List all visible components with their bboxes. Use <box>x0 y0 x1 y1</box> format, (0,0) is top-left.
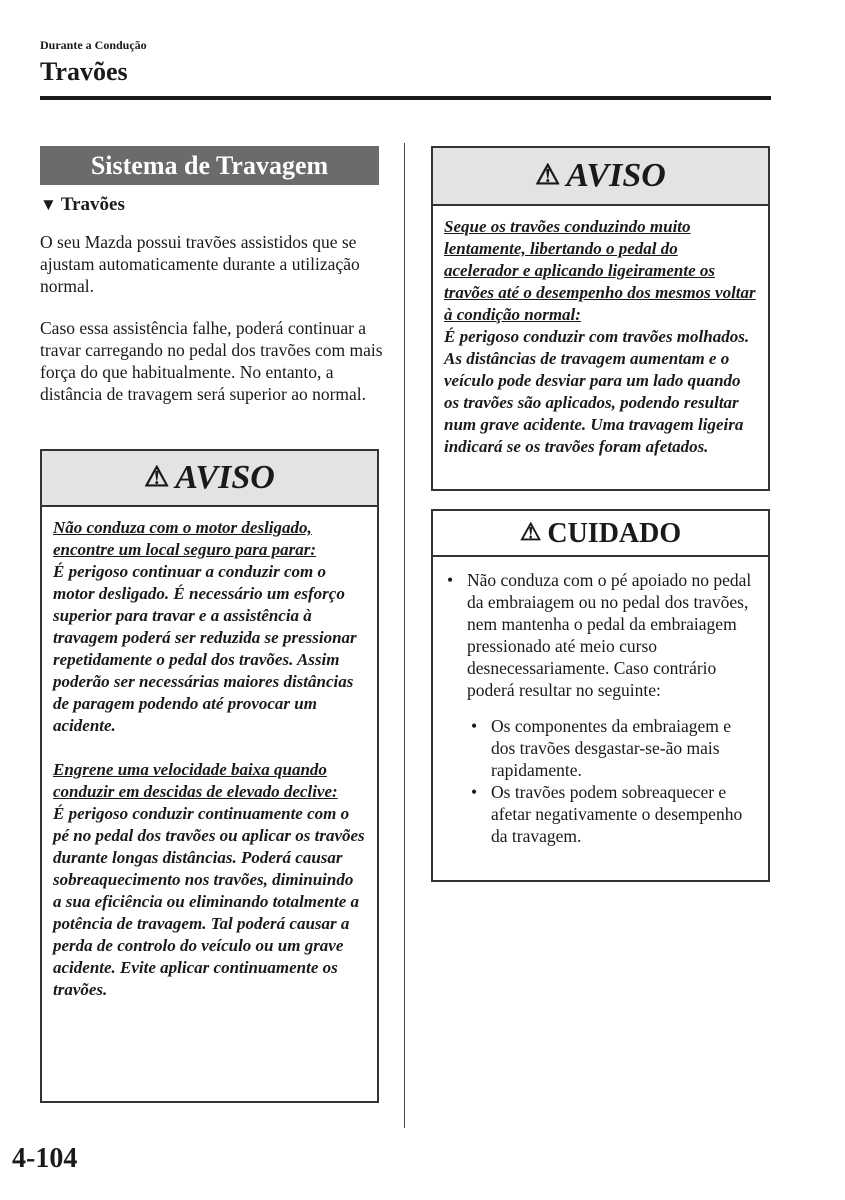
list-item <box>443 569 754 701</box>
warning-text: É perigoso continuar a conduzir com o motor desligado. É necessário um esforço superior para travar e a assistência à travagem poderá ser reduzida se pressionar repetidamente o pedal dos travões. Assim poderão ser necessárias maiores distâncias de paragem podendo até provocar um acidente. <box>53 562 357 735</box>
warning-heading: Seque os travões conduzindo muito lentamente, libertando o pedal do acelerador e aplicando ligeiramente os travões até o desempenho dos mesmos voltar à condição normal: <box>444 217 756 324</box>
caution-subitem: Os travões podem sobreaquecer e afetar negativamente o desempenho da travagem. <box>491 782 743 846</box>
column-divider <box>404 143 405 1128</box>
warning-header <box>433 148 768 206</box>
paragraph: O seu Mazda possui travões assistidos que se ajustam automaticamente durante a utilização normal. <box>40 232 360 296</box>
warning-triangle-icon: ⚠ <box>519 520 542 546</box>
triangle-down-icon: ▼ <box>40 195 57 214</box>
warning-body <box>433 206 768 458</box>
caution-body <box>433 557 768 847</box>
bullet-icon: • <box>447 570 454 590</box>
caution-title: CUIDADO <box>547 518 682 549</box>
warning-box-left <box>40 449 379 1103</box>
list-item <box>467 781 754 847</box>
bullet-icon: • <box>471 716 478 736</box>
title-rule <box>40 96 771 100</box>
caution-subitem: Os componentes da embraiagem e dos travões desgastar-se-ão mais rapidamente. <box>491 716 732 780</box>
caution-text: Não conduza com o pé apoiado no pedal da embraiagem ou no pedal dos travões, nem mantenha o pedal da embraiagem pressionado até meio curso desnecessariamente. Caso contrário poderá resultar no seguinte: <box>467 570 752 700</box>
warning-text: É perigoso conduzir com travões molhados. As distâncias de travagem aumentam e o veículo pode desviar para um lado quando os travões são aplicados, podendo resultar num grave acidente. Uma travagem ligeira indicará se os travões foram afetados. <box>444 327 750 456</box>
subheading <box>40 194 125 216</box>
warning-header <box>42 451 377 507</box>
bullet-icon: • <box>471 782 478 802</box>
paragraph: Caso essa assistência falhe, poderá continuar a travar carregando no pedal dos travões com mais força do que habitualmente. No entanto, a distância de travagem será superior ao normal. <box>40 318 383 404</box>
warning-heading: Não conduza com o motor desligado, encontre um local seguro para parar: <box>53 518 317 559</box>
caution-box <box>431 509 770 882</box>
list-item <box>467 715 754 781</box>
page-number: 4-104 <box>12 1143 78 1174</box>
warning-triangle-icon: ⚠ <box>535 160 561 191</box>
warning-title: AVISO <box>566 157 666 194</box>
warning-body <box>42 507 377 1001</box>
page-title: Travões <box>40 57 128 86</box>
warning-box-right <box>431 146 770 491</box>
caution-header <box>433 511 768 557</box>
breadcrumb: Durante a Condução <box>40 38 147 52</box>
subheading-label: Travões <box>60 194 125 215</box>
section-title: Sistema de Travagem <box>40 146 379 185</box>
warning-heading: Engrene uma velocidade baixa quando conduzir em descidas de elevado declive: <box>53 760 338 801</box>
warning-triangle-icon: ⚠ <box>144 462 170 493</box>
sub-list <box>443 715 754 847</box>
warning-text: É perigoso conduzir continuamente com o pé no pedal dos travões ou aplicar os travões durante longas distâncias. Poderá causar sobreaquecimento nos travões, diminuindo a sua eficiência ou eliminando totalmente a potência de travagem. Tal poderá causar a perda de controlo do veículo ou um grave acidente. Evite aplicar continuamente os travões. <box>53 804 365 999</box>
intro-text <box>40 231 385 425</box>
warning-title: AVISO <box>175 459 275 496</box>
